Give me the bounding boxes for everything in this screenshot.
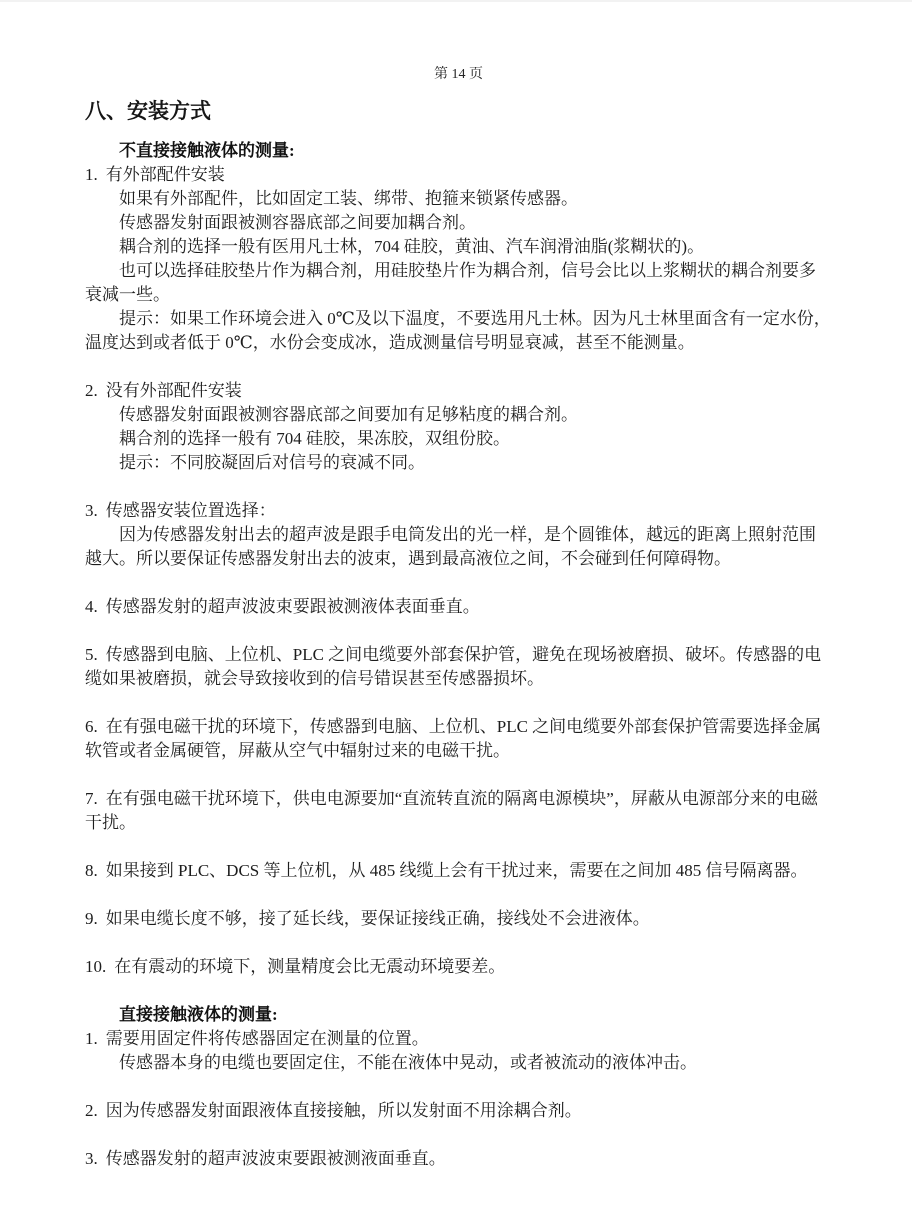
item-paragraph: 提示：如果工作环境会进入 0℃及以下温度，不要选用凡士林。因为凡士林里面含有一定水份，温度达到或者低于 0℃，水份会变成冰，造成测量信号明显衰减，甚至不能测量。 [85,309,831,352]
item-number: 3. [85,1149,98,1168]
list-item-lead [85,1027,832,1051]
list-item [85,1147,832,1171]
item-text: 如果接到 PLC、DCS 等上位机，从 485 线缆上会有干扰过来，需要在之间加 485 信号隔离器。 [105,861,808,880]
item-text: 在有强电磁干扰环境下，供电电源要加“直流转直流的隔离电源模块”，屏蔽从电源部分来的电磁干扰。 [85,789,818,832]
section-heading-direct: 直接接触液体的测量: [119,1005,278,1024]
list-item-lead [85,715,832,763]
list-item [85,1099,832,1123]
item-number: 2. [85,1101,98,1120]
item-number: 1. [85,165,98,184]
list-item [85,379,832,475]
item-paragraph: 因为传感器发射出去的超声波是跟手电筒发出的光一样，是个圆锥体，越远的距离上照射范围越大。所以要保证传感器发射出去的波束，遇到最高液位之间，不会碰到任何障碍物。 [85,525,816,568]
item-text: 因为传感器发射面跟液体直接接触，所以发射面不用涂耦合剂。 [105,1101,582,1120]
list-item-lead [85,499,832,523]
item-paragraph: 传感器本身的电缆也要固定住，不能在液体中晃动，或者被流动的液体冲击。 [119,1053,697,1072]
item-number: 7. [85,789,98,808]
section-heading-indirect: 不直接接触液体的测量: [119,141,295,160]
list-item [85,1027,832,1075]
item-text: 传感器安装位置选择： [105,501,276,520]
item-text: 有外部配件安装 [105,165,225,184]
item-text: 传感器发射的超声波波束要跟被测液面垂直。 [105,1149,446,1168]
item-number: 3. [85,501,98,520]
list-item [85,787,832,835]
list-item [85,715,832,763]
page-number: 第 14 页 [434,67,483,82]
list-item-lead [85,907,832,931]
list-item-lead [85,595,832,619]
item-number: 10. [85,957,107,976]
list-item [85,859,832,883]
item-number: 5. [85,645,98,664]
item-text: 在有震动的环境下，测量精度会比无震动环境要差。 [114,957,506,976]
list-item-lead [85,379,832,403]
list-item [85,643,832,691]
item-number: 6. [85,717,98,736]
list-item [85,595,832,619]
item-text: 传感器到电脑、上位机、PLC 之间电缆要外部套保护管，避免在现场被磨损、破坏。传感器的电缆如果被磨损，就会导致接收到的信号错误甚至传感器损坏。 [85,645,822,688]
item-paragraph: 耦合剂的选择一般有 704 硅胶，果冻胶，双组份胶。 [119,429,510,448]
list-item-lead [85,955,832,979]
list-item-lead [85,163,832,187]
list-item-lead [85,859,832,883]
list-item-lead [85,787,832,835]
item-text: 传感器发射的超声波波束要跟被测液体表面垂直。 [105,597,480,616]
page-title: 八、安装方式 [85,99,211,123]
item-text: 需要用固定件将传感器固定在测量的位置。 [105,1029,429,1048]
list-item [85,499,832,571]
item-number: 4. [85,597,98,616]
item-paragraph: 如果有外部配件，比如固定工装、绑带、抱箍来锁紧传感器。 [119,189,578,208]
list-item [85,907,832,931]
list-item-lead [85,1099,832,1123]
item-paragraph: 耦合剂的选择一般有医用凡士林，704 硅胶，黄油、汽车润滑油脂(浆糊状的)。 [119,237,705,256]
list-item-lead [85,1147,832,1171]
item-number: 1. [85,1029,98,1048]
list-item-lead [85,643,832,691]
item-paragraph: 也可以选择硅胶垫片作为耦合剂，用硅胶垫片作为耦合剂，信号会比以上浆糊状的耦合剂要多衰减一些。 [85,261,816,304]
item-text: 没有外部配件安装 [105,381,242,400]
item-paragraph: 提示：不同胶凝固后对信号的衰减不同。 [119,453,425,472]
list-item [85,955,832,979]
item-text: 如果电缆长度不够，接了延长线，要保证接线正确，接线处不会进液体。 [105,909,650,928]
item-paragraph: 传感器发射面跟被测容器底部之间要加耦合剂。 [119,213,476,232]
list-item [85,163,832,355]
item-number: 8. [85,861,98,880]
item-paragraph: 传感器发射面跟被测容器底部之间要加有足够粘度的耦合剂。 [119,405,578,424]
item-text: 在有强电磁干扰的环境下，传感器到电脑、上位机、PLC 之间电缆要外部套保护管需要选择金属软管或者金属硬管，屏蔽从空气中辐射过来的电磁干扰。 [85,717,822,760]
item-number: 9. [85,909,98,928]
item-number: 2. [85,381,98,400]
